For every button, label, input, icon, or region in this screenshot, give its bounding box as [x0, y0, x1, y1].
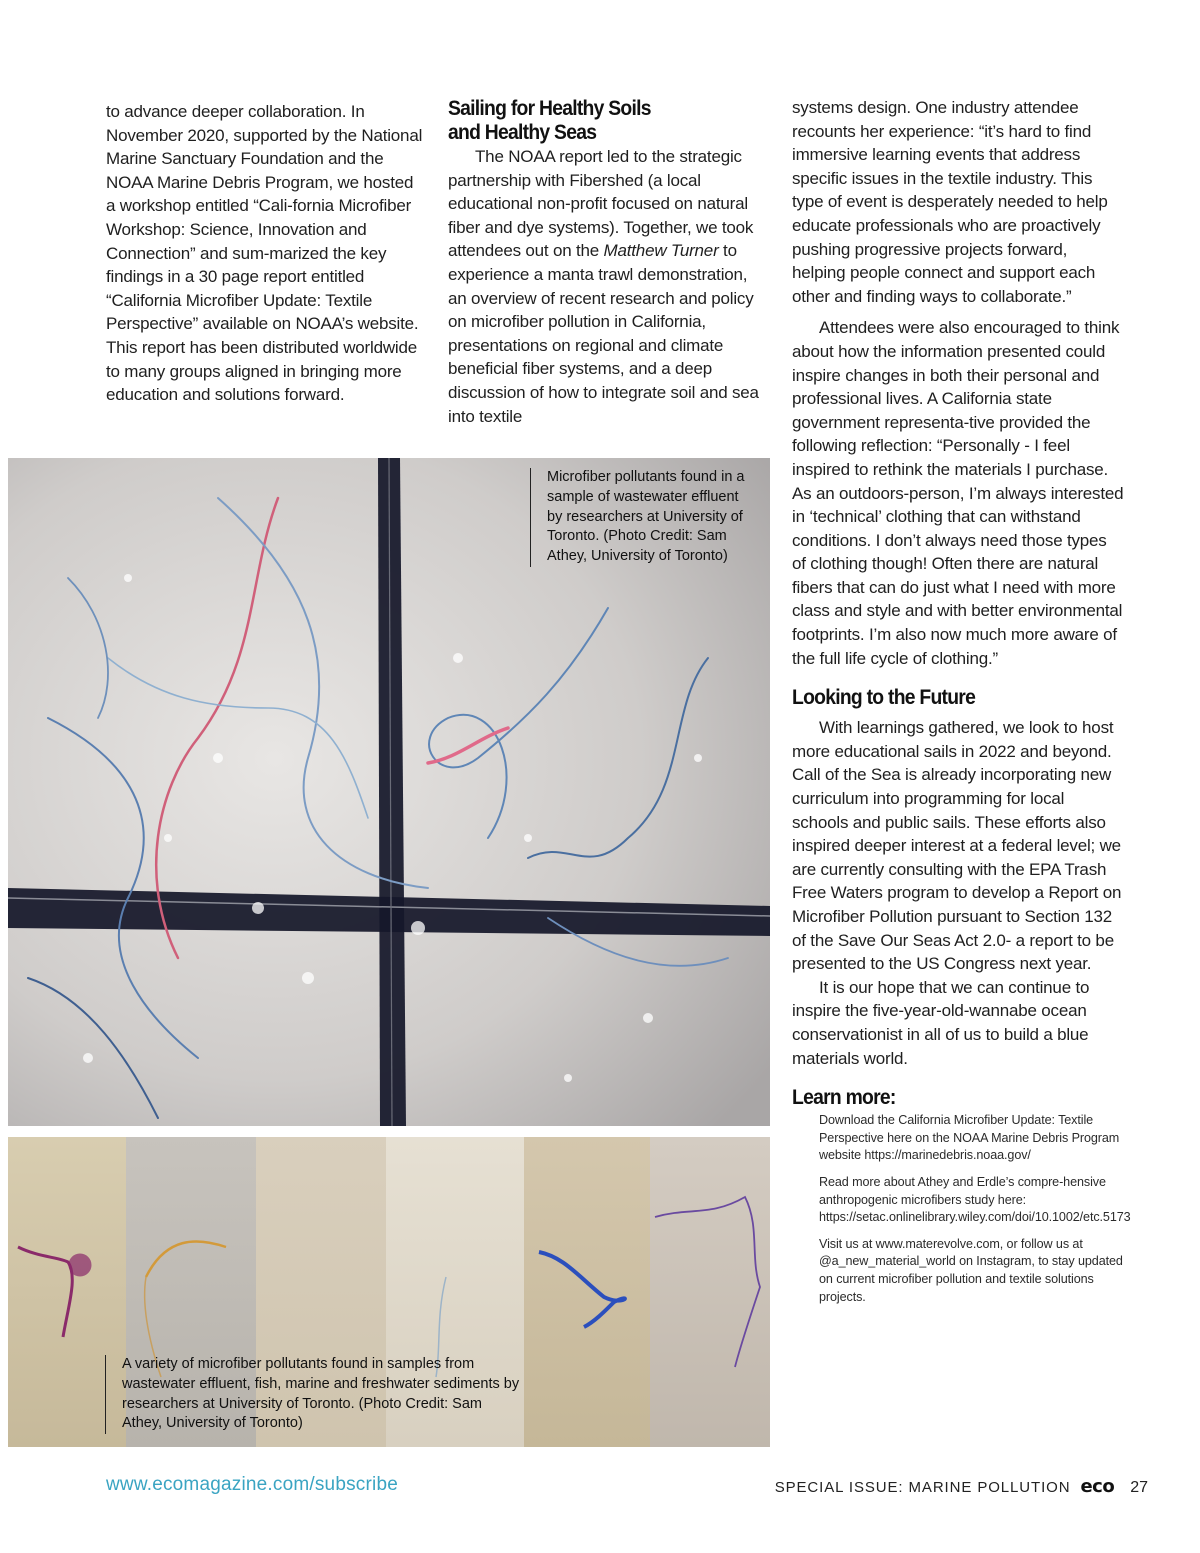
body-paragraph: It is our hope that we can continue to inspire the five-year-old-wannabe ocean conservationist in all of us to build a blue materials world.	[792, 977, 1090, 1068]
issue-title: SPECIAL ISSUE: MARINE POLLUTION	[774, 1479, 1071, 1496]
article-column-2	[448, 97, 770, 428]
learn-more-item: Download the California Microfiber Update: Textile Perspective here on the NOAA Marine Debris Program website https://marinedebris.noaa.gov/	[819, 1113, 1120, 1163]
section-heading-learn-more: Learn more:	[792, 1086, 896, 1110]
photo-caption-bottom: A variety of microfiber pollutants found in samples from wastewater effluent, fish, marine and freshwater sediments by researchers at University of Toronto. (Photo Credit: Sam Athey, University of Toronto)	[105, 1355, 522, 1434]
body-text: The NOAA report led to the strategic partnership with Fibershed (a local educational non-profit focused on natural fiber and dye systems). Together, we took attendees out on the	[448, 147, 754, 261]
footer-issue-info	[775, 1476, 1148, 1497]
body-text: to experience a manta trawl demonstration, an overview of recent research and policy on microfiber pollution in California, presentations on regional and climate beneficial fiber systems, and a deep discussion of how to integrate soil and sea into textile	[448, 241, 759, 426]
eco-logo: eco	[1080, 1476, 1115, 1497]
sample-panel	[524, 1137, 650, 1447]
body-paragraph	[448, 145, 770, 428]
sample-panel	[650, 1137, 770, 1447]
body-paragraph: Attendees were also encouraged to think about how the information presented could inspire changes in both their personal and professional lives. A California state government representa-tive provided the following reflection: “Personally - I feel inspired to rethink the materials I purchase. As an outdoors-person, I’m always interested in ‘technical’ clothing that can withstand conditions. I don’t always need those types of clothing though! Often there are natural fibers that can do just what I need with more class and style and with better environmental footprints. I’m also now much more aware of the full life cycle of clothing.”	[792, 318, 1124, 668]
heading-line: Sailing for Healthy Soils	[448, 97, 651, 120]
learn-more-item: Read more about Athey and Erdle’s compre-hensive anthropogenic microfibers study here: https://setac.onlinelibrary.wiley.com/doi/10.1002/etc.5173	[819, 1174, 1131, 1225]
body-paragraph: to advance deeper collaboration. In November 2020, supported by the National Marine Sanctuary Foundation and the NOAA Marine Debris Program, we hosted a workshop entitled “Cali-fornia Microfiber Workshop: Science, Innovation and Connection” and sum-marized the key findings in a 30 page report entitled “California Microfiber Update: Textile Perspective” available on NOAA’s website. This report has been distributed worldwide to many groups aligned in bringing more education and solutions forward.	[106, 102, 423, 405]
learn-more-list	[792, 1112, 1131, 1306]
subscribe-link[interactable]: www.ecomagazine.com/subscribe	[106, 1474, 398, 1495]
body-paragraph: systems design. One industry attendee recounts her experience: “it’s hard to find immersive learning events that address specific issues in the textile industry. This type of event is desperately needed to help educate professionals who are proactively pushing progressive projects forward, helping people connect and support each other and finding ways to collaborate.”	[792, 98, 1108, 306]
section-heading-future: Looking to the Future	[792, 686, 976, 710]
fiber-sample-graphic	[524, 1137, 650, 1447]
photo-caption-top: Microfiber pollutants found in a sample of wastewater effluent by researchers at University of Toronto. (Photo Credit: Sam Athey, University of Toronto)	[530, 468, 757, 567]
ship-name: Matthew Turner	[603, 241, 719, 261]
article-column-3	[792, 96, 1131, 1315]
body-paragraph: With learnings gathered, we look to host more educational sails in 2022 and beyond. Call of the Sea is already incorporating new curriculum into programming for local schools and public sails. These efforts also inspired deeper interest at a federal level; we are currently consulting with the EPA Trash Free Waters program to develop a Report on Microfiber Pollution pursuant to Section 132 of the Save Our Seas Act 2.0- a report to be presented to the US Congress next year.	[792, 718, 1122, 974]
heading-line: and Healthy Seas	[448, 121, 597, 144]
page-number: 27	[1130, 1479, 1148, 1496]
fiber-sample-graphic	[650, 1137, 770, 1447]
article-column-1	[106, 100, 426, 407]
section-heading-sailing	[448, 97, 744, 145]
learn-more-item: Visit us at www.materevolve.com, or follow us at @a_new_material_world on Instagram, to stay updated on current microfiber pollution and textile solutions projects.	[819, 1236, 1123, 1304]
